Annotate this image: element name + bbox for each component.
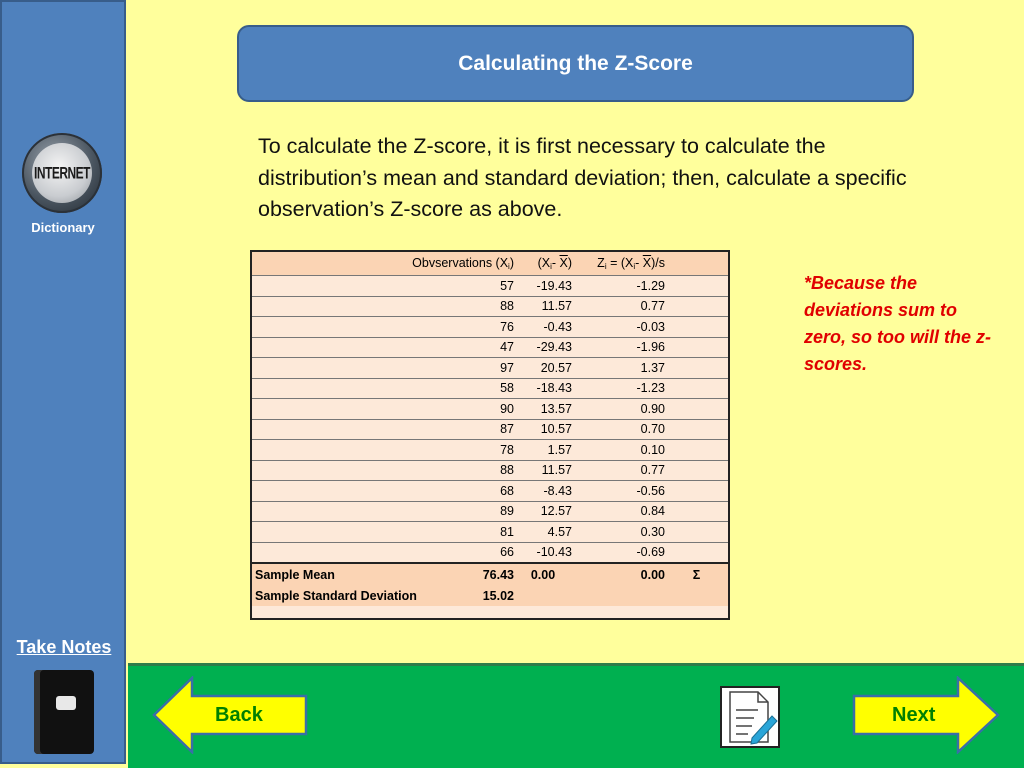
cell-observation: 90	[252, 399, 514, 420]
cell-blank	[665, 399, 728, 420]
cell-blank	[665, 501, 728, 522]
cell-blank	[665, 440, 728, 461]
summary-label: Sample Standard Deviation	[255, 588, 417, 603]
cell-blank	[665, 337, 728, 358]
header-zscore: $Z_i = (X_i-$ $\overline{X})/s$	[572, 252, 665, 276]
header-deviation: ($X_i-$ $\overline{X}$)	[514, 252, 572, 276]
dictionary-label[interactable]: Dictionary	[31, 220, 95, 235]
internet-logo-text: INTERNET	[34, 163, 90, 183]
cell-deviation: 1.57	[514, 440, 572, 461]
cell-observation: 89	[252, 501, 514, 522]
cell-deviation: -10.43	[514, 542, 572, 563]
cell-zscore: -1.29	[572, 276, 665, 297]
note-text: *Because the deviations sum to zero, so too will the z-scores.	[804, 273, 992, 374]
summary-zscore	[572, 585, 665, 606]
cell-observation: 78	[252, 440, 514, 461]
cell-zscore: 0.70	[572, 419, 665, 440]
cell-blank	[665, 296, 728, 317]
cell-blank	[665, 358, 728, 379]
document-pen-icon	[722, 688, 778, 746]
summary-x: 15.02	[482, 588, 514, 603]
header-observations: Obvservations $(X_i)$	[252, 252, 514, 276]
cell-zscore: -1.96	[572, 337, 665, 358]
internet-dictionary-icon[interactable]	[22, 133, 102, 213]
cell-zscore: 0.84	[572, 501, 665, 522]
sigma-symbol: Σ	[665, 563, 728, 585]
cell-zscore: 0.77	[572, 296, 665, 317]
intro-text: To calculate the Z-score, it is first necessary to calculate the distribution’s mean and standard deviation; then, calculate a specific observation’s Z-score as above.	[258, 134, 907, 221]
cell-zscore: 0.77	[572, 460, 665, 481]
cell-deviation: 4.57	[514, 522, 572, 543]
summary-zscore: 0.00	[572, 563, 665, 585]
cell-deviation: 13.57	[514, 399, 572, 420]
table-row	[252, 296, 728, 317]
cell-blank	[665, 522, 728, 543]
cell-zscore: -0.56	[572, 481, 665, 502]
cell-deviation: 11.57	[514, 460, 572, 481]
cell-zscore: 0.30	[572, 522, 665, 543]
cell-deviation: -29.43	[514, 337, 572, 358]
cell-observation: 81	[252, 522, 514, 543]
table-row	[252, 440, 728, 461]
cell-deviation: 11.57	[514, 296, 572, 317]
title-banner	[237, 25, 914, 102]
table-row	[252, 337, 728, 358]
cell-blank	[665, 419, 728, 440]
cell-observation: 66	[252, 542, 514, 563]
cell-zscore: 0.90	[572, 399, 665, 420]
sample-sd-row	[252, 585, 728, 606]
cell-deviation: 12.57	[514, 501, 572, 522]
cell-observation: 58	[252, 378, 514, 399]
cell-zscore: 1.37	[572, 358, 665, 379]
cell-blank	[665, 378, 728, 399]
cell-deviation: -19.43	[514, 276, 572, 297]
table-row	[252, 522, 728, 543]
z-score-grid	[252, 252, 728, 606]
table-row	[252, 378, 728, 399]
cell-blank	[665, 317, 728, 338]
cell-observation: 76	[252, 317, 514, 338]
cell-blank	[665, 460, 728, 481]
cell-deviation: 10.57	[514, 419, 572, 440]
table-header-row	[252, 252, 728, 276]
z-score-table	[250, 250, 730, 620]
page-title: Calculating the Z-Score	[458, 51, 693, 75]
sample-mean-row	[252, 563, 728, 585]
cell-deviation: -18.43	[514, 378, 572, 399]
summary-deviation: 0.00	[514, 563, 572, 585]
internet-logo-inner	[32, 143, 92, 203]
table-row	[252, 276, 728, 297]
cell-blank	[665, 542, 728, 563]
cell-observation: 68	[252, 481, 514, 502]
next-label: Next	[892, 704, 936, 726]
summary-label-and-x	[252, 563, 514, 585]
cell-zscore: -1.23	[572, 378, 665, 399]
notebook-icon[interactable]	[34, 670, 94, 754]
cell-observation: 88	[252, 296, 514, 317]
sigma-symbol	[665, 585, 728, 606]
table-row	[252, 317, 728, 338]
cell-zscore: -0.69	[572, 542, 665, 563]
notebook-clip	[56, 696, 76, 710]
table-row	[252, 481, 728, 502]
cell-observation: 47	[252, 337, 514, 358]
cell-blank	[665, 481, 728, 502]
cell-observation: 88	[252, 460, 514, 481]
summary-deviation	[514, 585, 572, 606]
header-blank	[665, 252, 728, 276]
summary-x: 76.43	[482, 567, 514, 582]
table-row	[252, 399, 728, 420]
table-row	[252, 460, 728, 481]
cell-observation: 87	[252, 419, 514, 440]
summary-label-and-x	[252, 585, 514, 606]
cell-deviation: -8.43	[514, 481, 572, 502]
cell-deviation: -0.43	[514, 317, 572, 338]
table-row	[252, 542, 728, 563]
table-row	[252, 501, 728, 522]
cell-zscore: 0.10	[572, 440, 665, 461]
back-label: Back	[215, 704, 263, 726]
document-edit-icon[interactable]	[720, 686, 780, 748]
take-notes-link[interactable]: Take Notes	[16, 637, 112, 657]
cell-deviation: 20.57	[514, 358, 572, 379]
cell-observation: 97	[252, 358, 514, 379]
table-row	[252, 419, 728, 440]
cell-blank	[665, 276, 728, 297]
cell-observation: 57	[252, 276, 514, 297]
summary-label: Sample Mean	[255, 567, 335, 582]
cell-zscore: -0.03	[572, 317, 665, 338]
table-row	[252, 358, 728, 379]
